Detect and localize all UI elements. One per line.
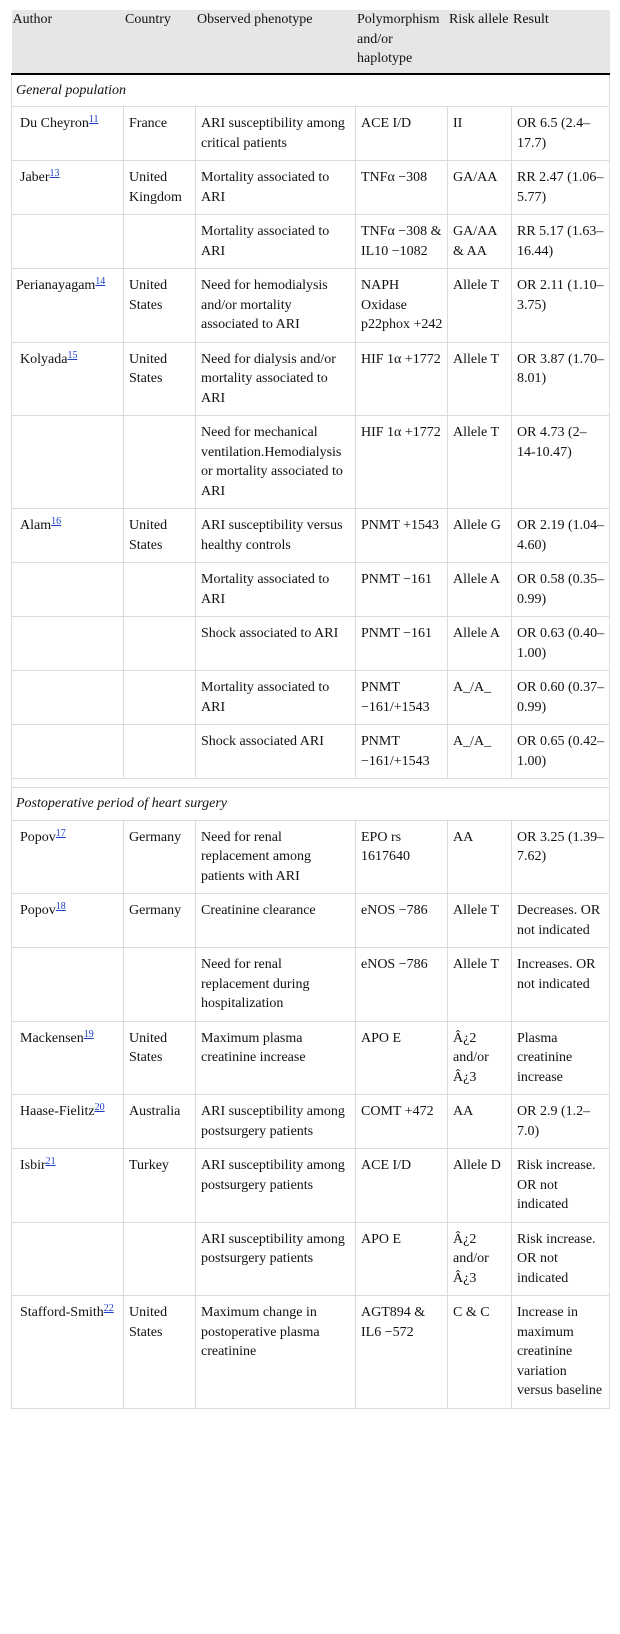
author-cell bbox=[12, 1149, 124, 1223]
country-cell bbox=[124, 215, 196, 269]
risk-allele-cell: GA/AA bbox=[448, 161, 512, 215]
author-name: Mackensen bbox=[20, 1030, 84, 1046]
country-cell bbox=[124, 1222, 196, 1296]
result-cell: OR 3.25 (1.39–7.62) bbox=[512, 820, 610, 894]
reference-link[interactable]: 14 bbox=[95, 276, 106, 287]
header-risk-allele: Risk allele bbox=[448, 10, 512, 74]
phenotype-cell: Shock associated to ARI bbox=[196, 617, 356, 671]
reference-link[interactable]: 21 bbox=[45, 1156, 56, 1167]
table-row bbox=[12, 215, 610, 269]
risk-allele-cell: AA bbox=[448, 1095, 512, 1149]
polymorphism-cell: PNMT −161 bbox=[356, 563, 448, 617]
risk-allele-cell: Â¿2 and/or Â¿3 bbox=[448, 1222, 512, 1296]
author-cell bbox=[12, 725, 124, 779]
phenotype-cell: Need for renal replacement among patients with ARI bbox=[196, 820, 356, 894]
author-cell bbox=[12, 1296, 124, 1409]
table-row bbox=[12, 1296, 610, 1409]
reference-link[interactable]: 16 bbox=[51, 516, 62, 527]
result-cell: Increases. OR not indicated bbox=[512, 948, 610, 1022]
table-row bbox=[12, 416, 610, 509]
result-cell: Risk increase. OR not indicated bbox=[512, 1149, 610, 1223]
table-row bbox=[12, 342, 610, 416]
country-cell bbox=[124, 725, 196, 779]
table-row bbox=[12, 725, 610, 779]
polymorphism-cell: HIF 1α +1772 bbox=[356, 342, 448, 416]
result-cell: OR 6.5 (2.4–17.7) bbox=[512, 107, 610, 161]
polymorphism-cell: COMT +472 bbox=[356, 1095, 448, 1149]
section-title-postoperative: Postoperative period of heart surgery bbox=[12, 788, 610, 821]
risk-allele-cell: Allele G bbox=[448, 509, 512, 563]
result-cell: OR 2.11 (1.10–3.75) bbox=[512, 269, 610, 343]
polymorphism-cell: EPO rs 1617640 bbox=[356, 820, 448, 894]
phenotype-cell: Mortality associated to ARI bbox=[196, 161, 356, 215]
country-cell: United States bbox=[124, 509, 196, 563]
risk-allele-cell: A_/A_ bbox=[448, 671, 512, 725]
reference-link[interactable]: 17 bbox=[55, 827, 66, 839]
country-cell: Germany bbox=[124, 820, 196, 894]
author-name: Jaber bbox=[20, 170, 50, 185]
author-cell bbox=[12, 1222, 124, 1296]
reference-link[interactable]: 20 bbox=[94, 1102, 105, 1113]
reference-link[interactable]: 13 bbox=[49, 168, 60, 179]
country-cell: United States bbox=[124, 1021, 196, 1095]
result-cell: OR 0.58 (0.35–0.99) bbox=[512, 563, 610, 617]
author-cell bbox=[12, 107, 124, 161]
country-cell: United States bbox=[124, 1296, 196, 1409]
polymorphism-cell: TNFα −308 & IL10 −1082 bbox=[356, 215, 448, 269]
polymorphism-cell: eNOS −786 bbox=[356, 948, 448, 1022]
polymorphism-cell: HIF 1α +1772 bbox=[356, 416, 448, 509]
polymorphism-cell: AGT894 & IL6 −572 bbox=[356, 1296, 448, 1409]
author-cell bbox=[12, 269, 124, 343]
country-cell bbox=[124, 563, 196, 617]
reference-link[interactable]: 19 bbox=[83, 1028, 94, 1040]
country-cell: France bbox=[124, 107, 196, 161]
phenotype-cell: ARI susceptibility among postsurgery patients bbox=[196, 1149, 356, 1223]
phenotype-cell: ARI susceptibility among postsurgery patients bbox=[196, 1222, 356, 1296]
risk-allele-cell: Allele T bbox=[448, 894, 512, 948]
header-result: Result bbox=[512, 10, 610, 74]
risk-allele-cell: C & C bbox=[448, 1296, 512, 1409]
phenotype-cell: ARI susceptibility among postsurgery patients bbox=[196, 1095, 356, 1149]
result-cell: Increase in maximum creatinine variation versus baseline bbox=[512, 1296, 610, 1409]
author-name: Kolyada bbox=[20, 351, 68, 367]
author-name: Popov bbox=[20, 829, 56, 845]
author-cell bbox=[12, 509, 124, 563]
author-cell bbox=[12, 416, 124, 509]
country-cell bbox=[124, 416, 196, 509]
risk-allele-cell: AA bbox=[448, 820, 512, 894]
risk-allele-cell: II bbox=[448, 107, 512, 161]
polymorphism-cell: NAPH Oxidase p22phox +242 bbox=[356, 269, 448, 343]
reference-link[interactable]: 22 bbox=[103, 1303, 114, 1314]
polymorphism-cell: APO E bbox=[356, 1222, 448, 1296]
phenotype-cell: Maximum plasma creatinine increase bbox=[196, 1021, 356, 1095]
phenotype-cell: Mortality associated to ARI bbox=[196, 563, 356, 617]
table-row bbox=[12, 563, 610, 617]
risk-allele-cell: Allele T bbox=[448, 948, 512, 1022]
author-name: Popov bbox=[20, 903, 56, 918]
header-author: Author bbox=[12, 10, 124, 74]
header-polymorphism: Polymorphism and/or haplotype bbox=[356, 10, 448, 74]
header-row bbox=[12, 10, 610, 74]
table-row bbox=[12, 617, 610, 671]
result-cell: OR 2.9 (1.2–7.0) bbox=[512, 1095, 610, 1149]
table-row bbox=[12, 1149, 610, 1223]
table-row bbox=[12, 269, 610, 343]
result-cell: OR 0.60 (0.37–0.99) bbox=[512, 671, 610, 725]
phenotype-cell: Maximum change in postoperative plasma creatinine bbox=[196, 1296, 356, 1409]
table-row bbox=[12, 948, 610, 1022]
author-cell bbox=[12, 1021, 124, 1095]
phenotype-cell: Creatinine clearance bbox=[196, 894, 356, 948]
author-name: Stafford-Smith bbox=[20, 1305, 104, 1320]
country-cell bbox=[124, 948, 196, 1022]
country-cell: Australia bbox=[124, 1095, 196, 1149]
phenotype-cell: Need for mechanical ventilation.Hemodialysis or mortality associated to ARI bbox=[196, 416, 356, 509]
result-cell: Decreases. OR not indicated bbox=[512, 894, 610, 948]
result-cell: Risk increase. OR not indicated bbox=[512, 1222, 610, 1296]
risk-allele-cell: Allele T bbox=[448, 342, 512, 416]
phenotype-cell: Need for hemodialysis and/or mortality associated to ARI bbox=[196, 269, 356, 343]
header-phenotype: Observed phenotype bbox=[196, 10, 356, 74]
author-cell bbox=[12, 342, 124, 416]
result-cell: OR 0.63 (0.40–1.00) bbox=[512, 617, 610, 671]
country-cell: United States bbox=[124, 269, 196, 343]
author-name: Alam bbox=[20, 518, 52, 533]
country-cell: United Kingdom bbox=[124, 161, 196, 215]
table-row bbox=[12, 161, 610, 215]
result-cell: OR 0.65 (0.42–1.00) bbox=[512, 725, 610, 779]
section-title-general: General population bbox=[12, 74, 610, 107]
reference-link[interactable]: 15 bbox=[67, 349, 78, 361]
phenotype-cell: ARI susceptibility among critical patients bbox=[196, 107, 356, 161]
phenotype-cell: Mortality associated to ARI bbox=[196, 671, 356, 725]
polymorphism-cell: ACE I/D bbox=[356, 107, 448, 161]
country-cell bbox=[124, 671, 196, 725]
country-cell: United States bbox=[124, 342, 196, 416]
author-cell bbox=[12, 617, 124, 671]
risk-allele-cell: Â¿2 and/or Â¿3 bbox=[448, 1021, 512, 1095]
table-row bbox=[12, 820, 610, 894]
phenotype-cell: Mortality associated to ARI bbox=[196, 215, 356, 269]
reference-link[interactable]: 11 bbox=[88, 114, 99, 125]
author-cell bbox=[12, 1095, 124, 1149]
phenotype-cell: Need for dialysis and/or mortality associated to ARI bbox=[196, 342, 356, 416]
header-country: Country bbox=[124, 10, 196, 74]
table-container bbox=[11, 10, 609, 1409]
table-row bbox=[12, 509, 610, 563]
result-cell: OR 2.19 (1.04–4.60) bbox=[512, 509, 610, 563]
polymorphism-cell: ACE I/D bbox=[356, 1149, 448, 1223]
author-cell bbox=[12, 948, 124, 1022]
risk-allele-cell: Allele T bbox=[448, 269, 512, 343]
polymorphism-cell: PNMT +1543 bbox=[356, 509, 448, 563]
polymorphism-cell: eNOS −786 bbox=[356, 894, 448, 948]
phenotype-cell: Shock associated ARI bbox=[196, 725, 356, 779]
author-name: Haase-Fielitz bbox=[20, 1104, 95, 1119]
author-cell bbox=[12, 894, 124, 948]
risk-allele-cell: Allele A bbox=[448, 563, 512, 617]
risk-allele-cell: Allele D bbox=[448, 1149, 512, 1223]
table-row bbox=[12, 671, 610, 725]
result-cell: Plasma creatinine increase bbox=[512, 1021, 610, 1095]
author-name: Perianayagam bbox=[16, 278, 96, 293]
author-cell bbox=[12, 215, 124, 269]
table-row bbox=[12, 1021, 610, 1095]
polymorphism-cell: PNMT −161 bbox=[356, 617, 448, 671]
author-cell bbox=[12, 161, 124, 215]
polymorphism-cell: PNMT −161/+1543 bbox=[356, 725, 448, 779]
author-cell bbox=[12, 671, 124, 725]
table-row bbox=[12, 894, 610, 948]
reference-link[interactable]: 18 bbox=[55, 901, 66, 912]
phenotype-cell: Need for renal replacement during hospitalization bbox=[196, 948, 356, 1022]
polymorphism-cell: PNMT −161/+1543 bbox=[356, 671, 448, 725]
section-row-general bbox=[12, 74, 610, 107]
country-cell: Germany bbox=[124, 894, 196, 948]
table-row bbox=[12, 1222, 610, 1296]
country-cell bbox=[124, 617, 196, 671]
result-cell: RR 5.17 (1.63–16.44) bbox=[512, 215, 610, 269]
phenotype-cell: ARI susceptibility versus healthy controls bbox=[196, 509, 356, 563]
author-cell bbox=[12, 563, 124, 617]
risk-allele-cell: Allele T bbox=[448, 416, 512, 509]
result-cell: RR 2.47 (1.06–5.77) bbox=[512, 161, 610, 215]
table-row bbox=[12, 107, 610, 161]
polymorphism-cell: TNFα −308 bbox=[356, 161, 448, 215]
author-cell bbox=[12, 820, 124, 894]
risk-allele-cell: Allele A bbox=[448, 617, 512, 671]
section-row-postoperative bbox=[12, 788, 610, 821]
polymorphism-cell: APO E bbox=[356, 1021, 448, 1095]
spacer-row bbox=[12, 779, 610, 788]
author-name: Du Cheyron bbox=[20, 116, 89, 131]
result-cell: OR 4.73 (2–14-10.47) bbox=[512, 416, 610, 509]
result-cell: OR 3.87 (1.70–8.01) bbox=[512, 342, 610, 416]
risk-allele-cell: A_/A_ bbox=[448, 725, 512, 779]
country-cell: Turkey bbox=[124, 1149, 196, 1223]
risk-allele-cell: GA/AA & AA bbox=[448, 215, 512, 269]
author-name: Isbir bbox=[20, 1158, 46, 1173]
genetic-polymorphism-table bbox=[11, 10, 610, 1409]
table-row bbox=[12, 1095, 610, 1149]
